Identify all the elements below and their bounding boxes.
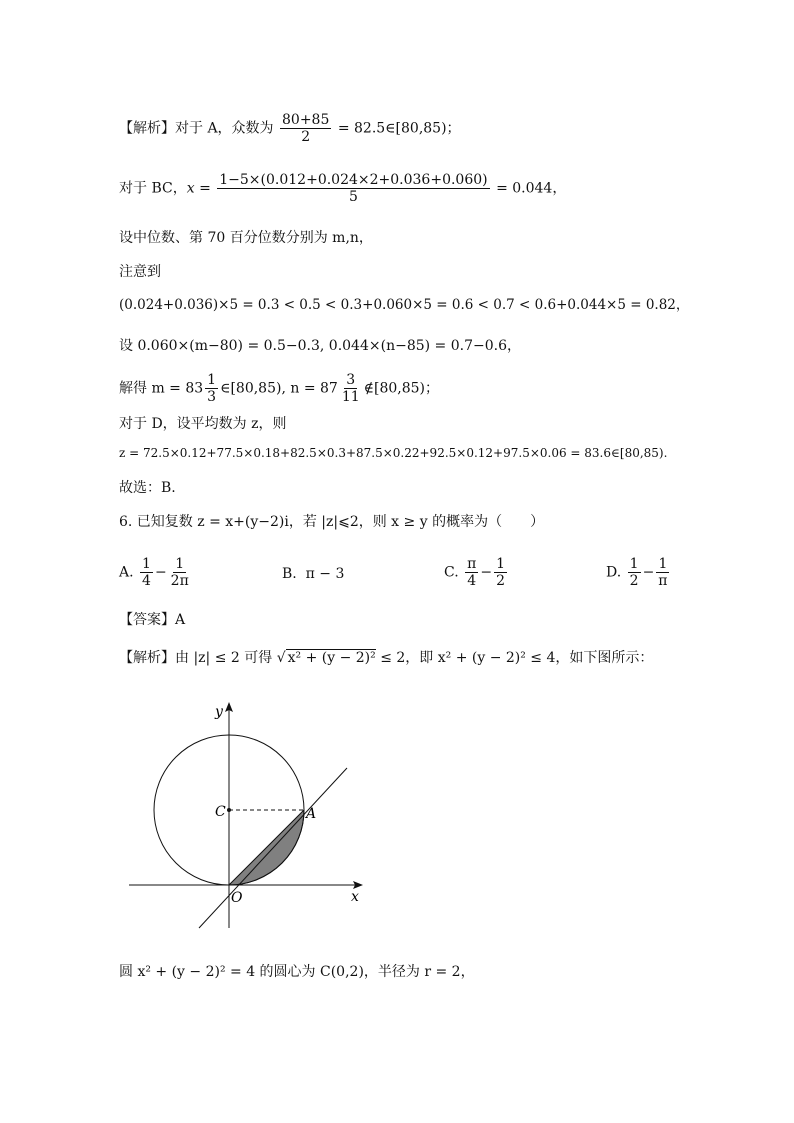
fraction: $\frac{1}{3}$ [207, 372, 217, 405]
shaded-segment [229, 810, 304, 885]
fraction: $\frac{1}{2}$ [496, 556, 505, 589]
fraction: $\frac{1-5\times(0.012+0.024\times 2+0.036+0.060)}{5}$ [219, 172, 488, 205]
option-a: A. $\frac{1}{4}$ − $\frac{1}{2\pi}$ [119, 556, 189, 589]
fraction: $\frac{1}{2}$ [629, 556, 639, 589]
solution-line-11: 【解析】由 |z| ≤ 2 可得 √ x² + (y − 2)² ≤ 2，即 x² + (y − 2)² ≤ 4，如下图所示： [119, 650, 654, 666]
solution-line-9: z = 72.5×0.12+77.5×0.18+82.5×0.3+87.5×0.22+92.5×0.12+97.5×0.06 = 83.6∈[80,85). [119, 446, 668, 460]
solution-label: 【解析】 [119, 120, 175, 137]
solution-line-1: 【解析】对于 A，众数为 $\frac{80+85}{2}$ = 82.5∈[80,85)； [119, 112, 461, 145]
solution-line-3: 设中位数、第 70 百分位数分别为 m,n， [119, 230, 373, 246]
fraction: $\frac{80+85}{2}$ [282, 112, 330, 145]
fraction: $\frac{1}{\pi}$ [658, 556, 668, 589]
label-x: x [351, 889, 359, 905]
solution-line-7: 解得 m = 83 $\frac{1}{3}$ ∈[80,85), n = 87 $\frac{3}{11}$ ∉[80,85)； [119, 372, 440, 405]
question-6: 6. 已知复数 z = x+(y−2)i，若 |z|⩽2，则 x ≥ y 的概率为（ ） [119, 514, 545, 530]
solution-label: 【解析】 [119, 650, 175, 666]
center-point [227, 808, 231, 812]
option-d: D. $\frac{1}{2}$ − $\frac{1}{\pi}$ [606, 556, 668, 589]
solution-line-5: (0.024+0.036)×5 = 0.3 < 0.5 < 0.3+0.060×5 = 0.6 < 0.7 < 0.6+0.044×5 = 0.82， [119, 297, 690, 313]
circle-diagram [119, 698, 379, 933]
option-b: B. π − 3 [282, 566, 345, 582]
solution-line-4: 注意到 [119, 264, 161, 280]
solution-line-2: 对于 BC，x = $\frac{1-5\times(0.012+0.024\times 2+0.036+0.060)}{5}$ = 0.044， [119, 172, 567, 205]
fraction: $\frac{1}{4}$ [142, 556, 151, 589]
fraction: $\frac{1}{2\pi}$ [170, 556, 189, 589]
fraction: $\frac{\pi}{4}$ [467, 556, 477, 589]
solution-line-12: 圆 x² + (y − 2)² = 4 的圆心为 C(0,2)，半径为 r = 2， [119, 964, 475, 980]
label-o: O [231, 890, 243, 906]
fraction: $\frac{3}{11}$ [341, 372, 360, 405]
solution-line-6: 设 0.060×(m−80) = 0.5−0.3, 0.044×(n−85) = 0.7−0.6， [119, 338, 521, 354]
label-y: y [215, 704, 223, 720]
solution-line-10: 故选：B. [119, 480, 176, 496]
label-a: A [306, 806, 317, 822]
answer-line: 【答案】A [119, 612, 186, 628]
line-y-equals-x [199, 768, 347, 928]
label-c: C [215, 804, 226, 820]
option-c: C. $\frac{\pi}{4}$ − $\frac{1}{2}$ [444, 556, 505, 589]
solution-line-8: 对于 D，设平均数为 z，则 [119, 416, 287, 432]
